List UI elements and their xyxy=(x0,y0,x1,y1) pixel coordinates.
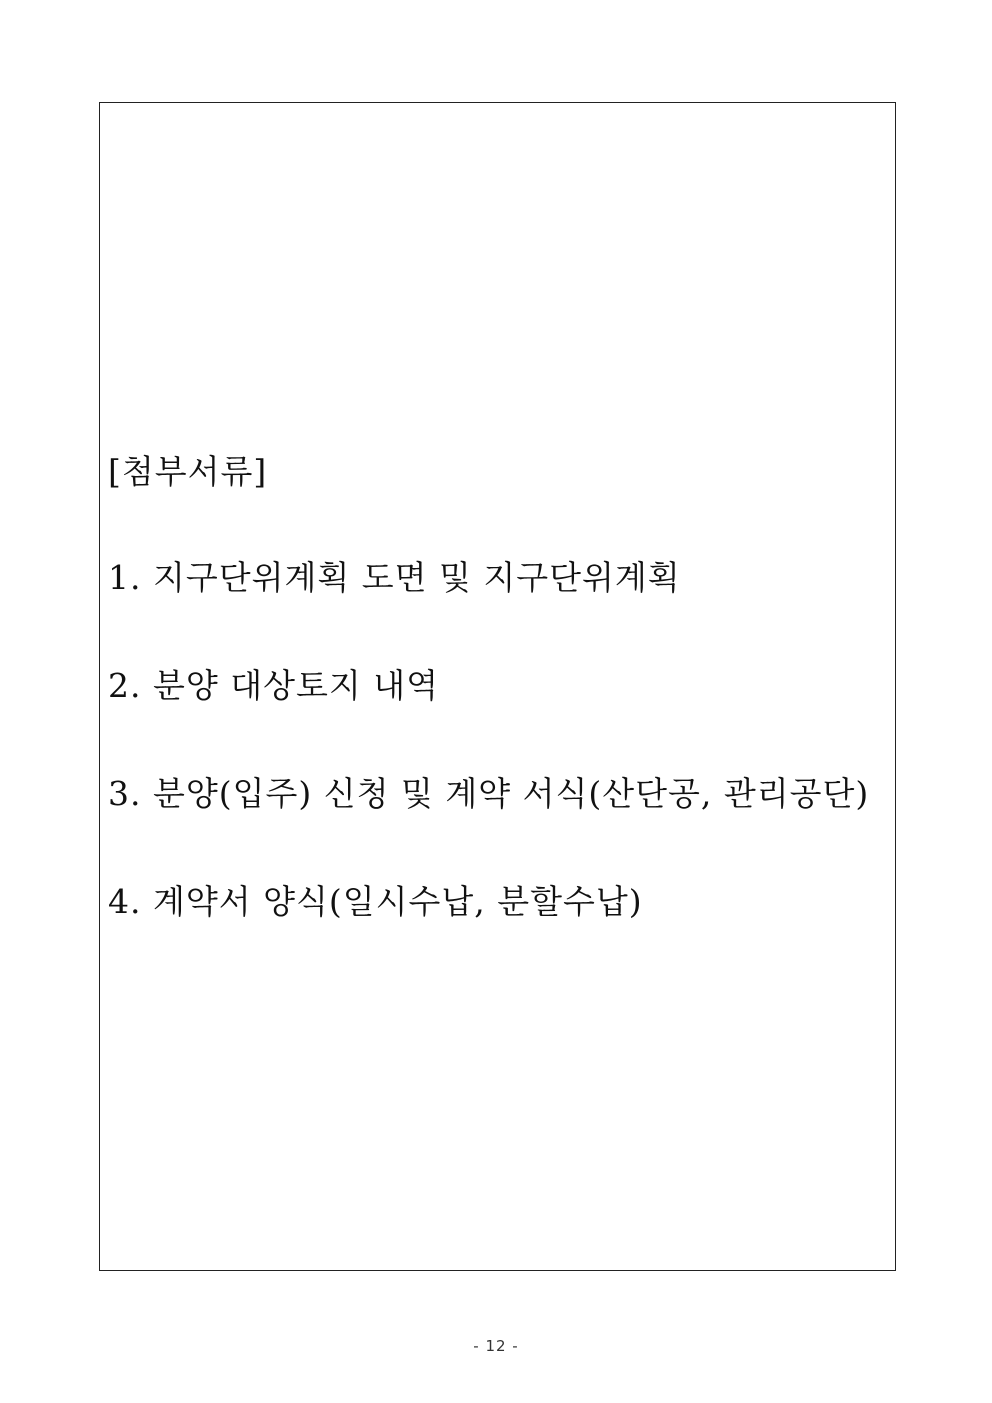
attachments-heading: [첨부서류] xyxy=(108,452,268,491)
list-item: 2. 분양 대상토지 내역 xyxy=(108,666,439,705)
attachments-list xyxy=(108,556,869,988)
list-item: 1. 지구단위계획 도면 및 지구단위계획 xyxy=(108,558,681,597)
list-item: 3. 분양(입주) 신청 및 계약 서식(산단공, 관리공단) xyxy=(108,774,870,813)
list-item: 4. 계약서 양식(일시수납, 분할수납) xyxy=(108,882,643,921)
page-number: - 12 - xyxy=(473,1337,519,1355)
